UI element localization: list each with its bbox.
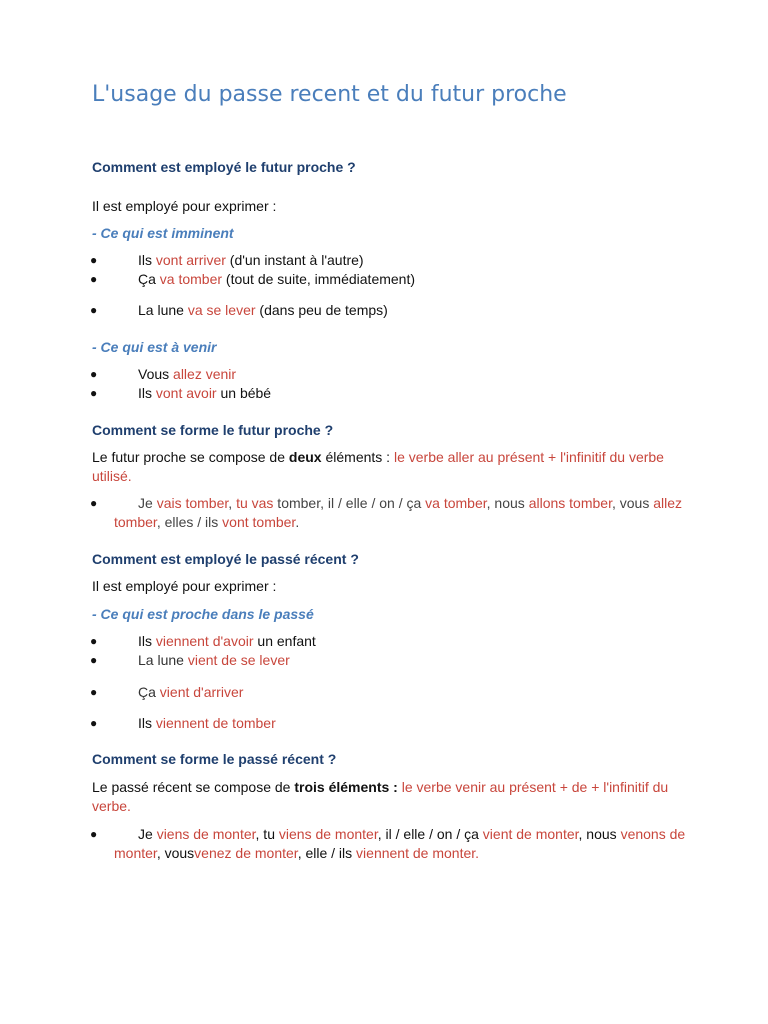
bullet-icon: ● (90, 367, 98, 381)
bullet-icon: ● (90, 685, 98, 699)
futur-emploi-heading: Comment est employé le futur proche ? (92, 159, 356, 175)
bullet-icon: ● (90, 653, 98, 667)
futur-emploi-intro: Il est employé pour exprimer : (92, 198, 277, 214)
futur-forme-heading: Comment se forme le futur proche ? (92, 422, 334, 438)
bullet-icon: ● (90, 827, 98, 841)
passe-emploi-intro: Il est employé pour exprimer : (92, 578, 277, 594)
passe-forme-heading: Comment se forme le passé récent ? (92, 751, 337, 767)
passe-emploi-heading: Comment est employé le passé récent ? (92, 551, 359, 567)
futur-forme-paragraph: Le futur proche se compose de deux éléments : le verbe aller au présent + l'infinitif du verbe utilisé. (92, 449, 664, 484)
futur-emploi-sub1: - Ce qui est imminent (92, 225, 234, 241)
passe-conjugation: Je viens de monter, tu viens de monter, il / elle / on / ça vient de monter, nous venons de monter, vousvenez de monter, elle / ils viennent de monter. (114, 826, 686, 861)
bullet-icon: ● (90, 272, 98, 286)
passe-forme-paragraph: Le passé récent se compose de trois éléments : le verbe venir au présent + de + l'infinitif du verbe. (92, 779, 669, 814)
futur-conjugation: Je vais tomber, tu vas tomber, il / elle / on / ça va tomber, nous allons tomber, vous allez tomber, elles / ils vont tomber. (114, 495, 683, 530)
bullet-icon: ● (90, 496, 98, 510)
bullet-icon: ● (90, 634, 98, 648)
futur-emploi-sub2: - Ce qui est à venir (92, 339, 217, 355)
page-title: L'usage du passe recent et du futur proche (92, 82, 567, 107)
bullet-icon: ● (90, 386, 98, 400)
bullet-icon: ● (90, 716, 98, 730)
passe-emploi-sub1: - Ce qui est proche dans le passé (92, 606, 314, 622)
bullet-icon: ● (90, 303, 98, 317)
bullet-icon: ● (90, 253, 98, 267)
